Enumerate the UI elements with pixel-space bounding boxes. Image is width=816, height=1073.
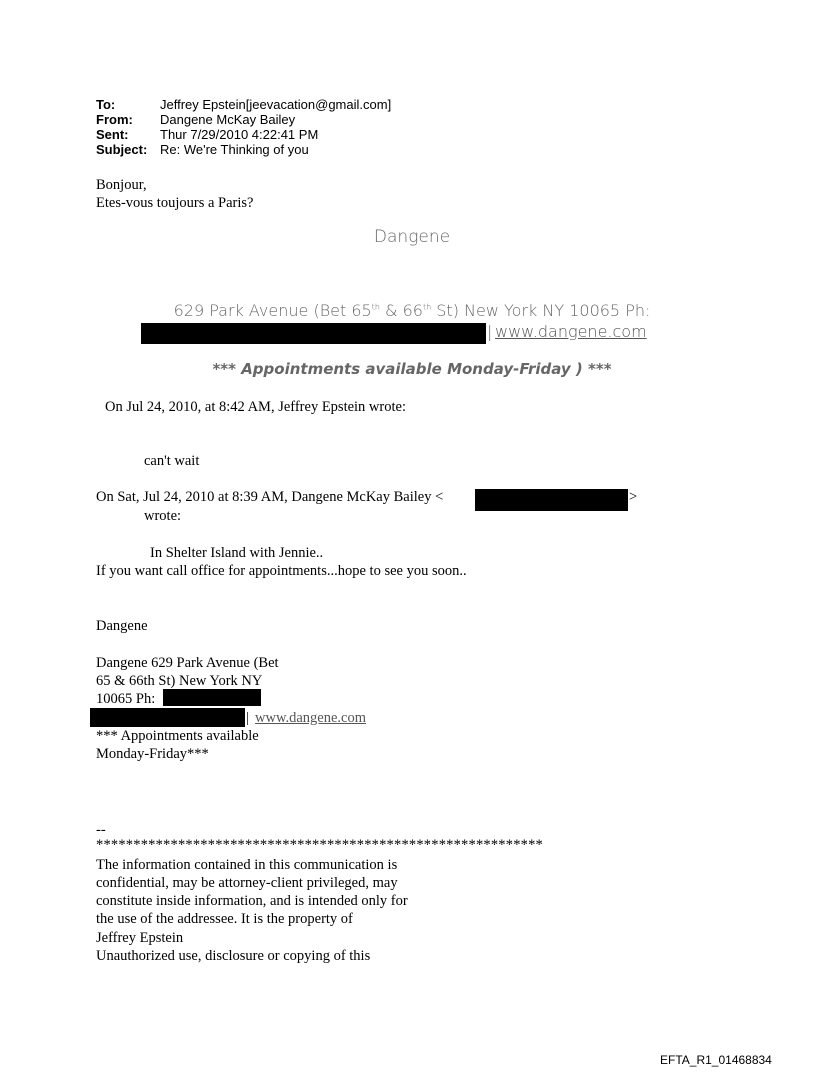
- address-sup-1: th: [371, 302, 380, 312]
- quote1-attribution: On Jul 24, 2010, at 8:42 AM, Jeffrey Epstein wrote:: [105, 399, 406, 415]
- quote2-website-link[interactable]: www.dangene.com: [255, 710, 366, 726]
- sent-value: Thur 7/29/2010 4:22:41 PM: [160, 127, 319, 142]
- quote2-attribution: On Sat, Jul 24, 2010 at 8:39 AM, Dangene McKay Bailey <: [96, 489, 444, 505]
- disclaimer-dashes: --: [96, 822, 106, 838]
- quote2-wrote: wrote:: [144, 508, 182, 524]
- quote2-attribution-end: >: [629, 489, 638, 505]
- redaction-bar: [90, 708, 245, 727]
- quote2-line2: If you want call office for appointments...hope to see you soon..: [96, 563, 467, 579]
- address-part-1: 629 Park Avenue (Bet 65: [173, 301, 372, 320]
- quote2-appt2: Monday-Friday***: [96, 746, 209, 762]
- to-label: To:: [96, 97, 116, 112]
- quote2-addr2: 65 & 66th St) New York NY: [96, 673, 263, 689]
- disclaimer-line6: Unauthorized use, disclosure or copying of this: [96, 948, 371, 964]
- from-value: Dangene McKay Bailey: [160, 112, 296, 127]
- quote1-text: can't wait: [144, 453, 200, 469]
- address-part-2: & 66: [379, 301, 423, 320]
- disclaimer-stars: ************************************************************: [96, 837, 543, 853]
- disclaimer-line5: Jeffrey Epstein: [96, 930, 184, 946]
- quote2-line1: In Shelter Island with Jennie..: [150, 545, 324, 561]
- appointments-banner: *** Appointments available Monday-Friday ) ***: [212, 360, 612, 378]
- redaction-bar: [163, 689, 261, 706]
- quote2-addr3: 10065 Ph:: [96, 691, 156, 707]
- signature-name: Dangene: [373, 227, 451, 247]
- signature-website-link[interactable]: www.dangene.com: [495, 322, 647, 341]
- from-label: From:: [96, 112, 133, 127]
- quote2-separator: |: [246, 710, 249, 726]
- redaction-bar: [475, 489, 628, 511]
- quote2-addr1: Dangene 629 Park Avenue (Bet: [96, 655, 279, 671]
- disclaimer-line3: constitute inside information, and is intended only for: [96, 893, 408, 909]
- to-value: Jeffrey Epstein[jeevacation@gmail.com]: [160, 97, 392, 112]
- signature-address: [0, 301, 816, 320]
- redaction-bar: [141, 323, 486, 344]
- subject-value: Re: We're Thinking of you: [160, 142, 309, 157]
- address-sup-2: th: [422, 302, 432, 312]
- quote2-name: Dangene: [96, 618, 148, 634]
- document-id: EFTA_R1_01468834: [660, 1053, 772, 1067]
- disclaimer-line1: The information contained in this communication is: [96, 857, 398, 873]
- disclaimer-line4: the use of the addressee. It is the property of: [96, 911, 353, 927]
- quote2-appt1: *** Appointments available: [96, 728, 259, 744]
- question: Etes-vous toujours a Paris?: [96, 195, 254, 211]
- address-part-3: St) New York NY 10065 Ph:: [431, 301, 651, 320]
- sent-label: Sent:: [96, 127, 129, 142]
- disclaimer-line2: confidential, may be attorney-client privileged, may: [96, 875, 398, 891]
- greeting: Bonjour,: [96, 177, 147, 193]
- signature-separator: |: [487, 322, 493, 341]
- subject-label: Subject:: [96, 142, 148, 157]
